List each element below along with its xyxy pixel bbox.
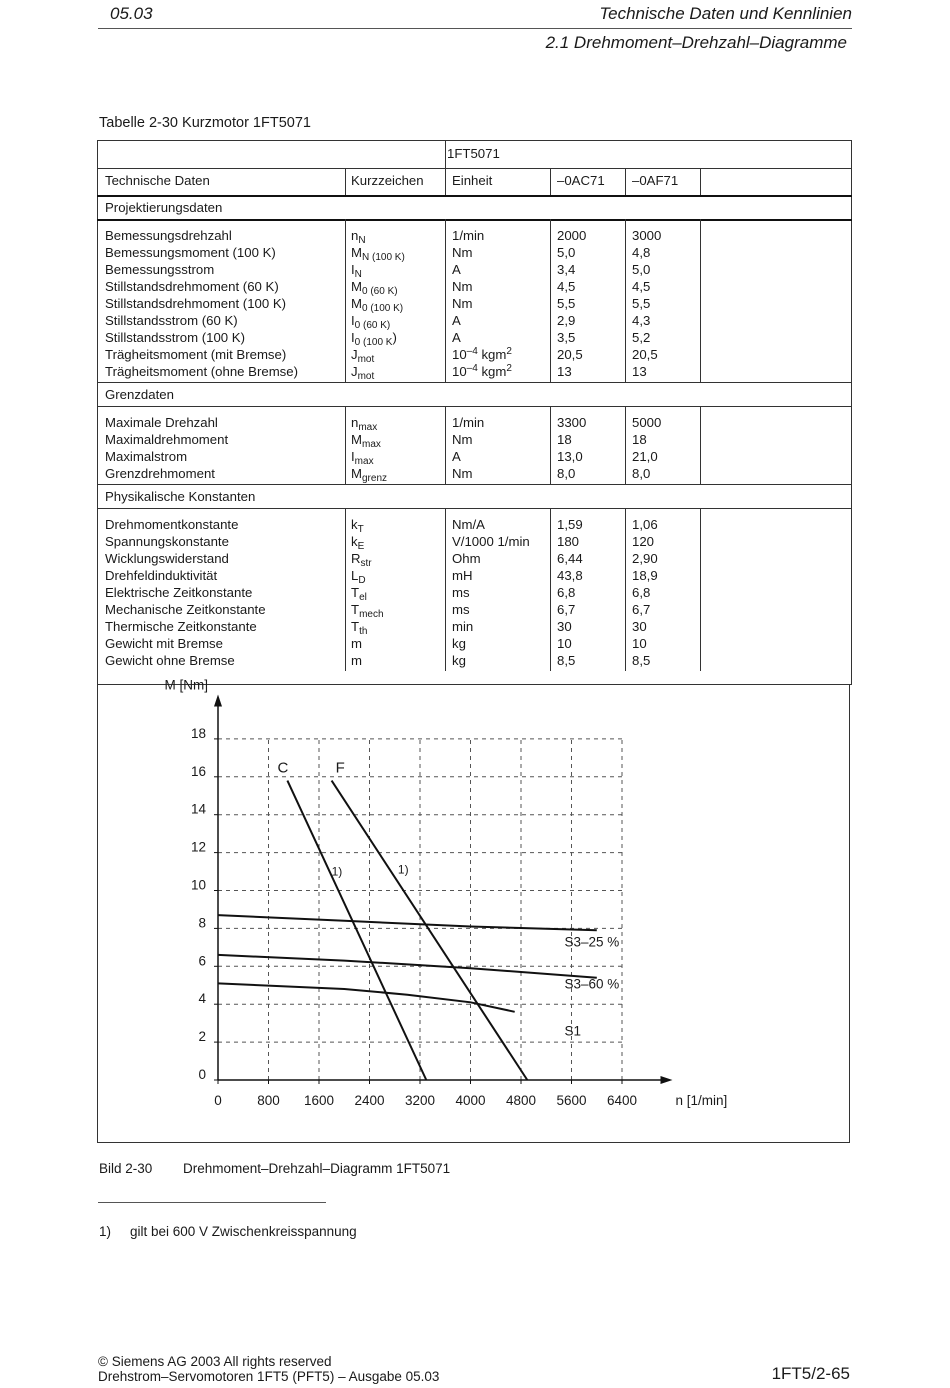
unit — [452, 465, 473, 482]
symbol-base: n — [351, 228, 359, 243]
x-axis-label: n [1/min] — [675, 1093, 728, 1108]
row-label: Drehmomentkonstante — [105, 517, 239, 532]
symbol — [351, 227, 366, 244]
x-tick-label: 6400 — [606, 1093, 638, 1108]
symbol — [351, 363, 374, 380]
unit — [452, 584, 470, 601]
unit — [452, 329, 461, 346]
row-label: Stillstandsdrehmoment (60 K) — [105, 279, 279, 294]
value-0AF71: 2,90 — [632, 551, 658, 566]
unit — [452, 312, 461, 329]
x-tick-label: 1600 — [303, 1093, 335, 1108]
unit — [452, 414, 484, 431]
figure-caption: Drehmoment–Drehzahl–Diagramm 1FT5071 — [183, 1161, 451, 1176]
row-label: Trägheitsmoment (ohne Bremse) — [105, 364, 299, 379]
page-number: 1FT5/2-65 — [771, 1364, 850, 1383]
table-column-rule — [625, 168, 626, 195]
row-label: Stillstandsstrom (100 K) — [105, 330, 245, 345]
row-label: Maximale Drehzahl — [105, 415, 218, 430]
symbol — [351, 567, 366, 584]
unit-part: A — [452, 313, 461, 328]
x-tick-label: 5600 — [556, 1093, 587, 1108]
symbol-base: T — [351, 602, 360, 617]
value-0AF71: 5000 — [632, 415, 662, 430]
y-tick-label: 12 — [190, 839, 206, 855]
symbol-base: I — [351, 313, 355, 328]
unit-part: ms — [452, 585, 470, 600]
y-tick-label: 8 — [198, 915, 206, 931]
unit — [452, 431, 473, 448]
figure-label: Bild 2-30 — [99, 1161, 153, 1176]
column-header: Kurzzeichen — [351, 173, 424, 188]
unit-part: 2 — [506, 346, 512, 357]
x-tick-label: 3200 — [404, 1093, 436, 1108]
footer-document: Drehstrom–Servomotoren 1FT5 (PFT5) – Ausgabe 05.03 — [98, 1369, 440, 1384]
value-0AC71: 5,0 — [557, 245, 576, 260]
value-0AC71: 2,9 — [557, 313, 576, 328]
header-rule — [98, 28, 852, 29]
value-0AF71: 20,5 — [632, 347, 658, 362]
symbol-base: I — [351, 262, 355, 277]
y-tick-label: 6 — [198, 953, 206, 969]
footnote-text: gilt bei 600 V Zwischenkreisspannung — [130, 1224, 357, 1239]
value-0AC71: 5,5 — [557, 296, 576, 311]
value-0AC71: 43,8 — [557, 568, 583, 583]
table-caption: Tabelle 2-30 Kurzmotor 1FT5071 — [99, 115, 311, 131]
y-tick-label: 16 — [190, 763, 206, 779]
unit-part: –4 — [466, 363, 478, 374]
symbol-subscript: N — [354, 269, 362, 280]
row-label: Stillstandsstrom (60 K) — [105, 313, 238, 328]
table-column-rule — [625, 508, 626, 671]
table-column-rule — [345, 508, 346, 671]
symbol-subscript: str — [360, 558, 372, 569]
symbol-base: m — [351, 636, 362, 651]
unit-part: 1/min — [452, 415, 485, 430]
footer-copyright: © Siemens AG 2003 All rights reserved — [98, 1354, 332, 1369]
symbol — [351, 533, 364, 550]
symbol — [351, 278, 398, 295]
unit-part: kgm — [477, 364, 507, 379]
value-0AF71: 5,5 — [632, 296, 651, 311]
x-tick-label: 0 — [214, 1093, 222, 1108]
value-0AF71: 18,9 — [632, 568, 658, 583]
unit-part: mH — [452, 568, 473, 583]
x-tick-label: 4800 — [505, 1093, 537, 1108]
row-label: Trägheitsmoment (mit Bremse) — [105, 347, 287, 362]
table-rule — [97, 484, 852, 485]
symbol-subscript: max — [358, 422, 378, 433]
value-0AF71: 4,5 — [632, 279, 651, 294]
value-0AC71: 180 — [557, 534, 580, 549]
symbol-base: T — [351, 619, 360, 634]
unit-part: 10 — [452, 347, 467, 362]
value-0AF71: 5,0 — [632, 262, 651, 277]
unit — [452, 635, 466, 652]
table-column-rule — [700, 508, 701, 671]
symbol-base: M — [351, 296, 362, 311]
table-column-rule — [700, 406, 701, 484]
value-0AC71: 13,0 — [557, 449, 583, 464]
table-column-rule — [550, 406, 551, 484]
symbol — [351, 312, 390, 329]
value-0AC71: 18 — [557, 432, 572, 447]
table-rule — [97, 406, 852, 407]
symbol-base: m — [351, 653, 362, 668]
unit-part: ms — [452, 602, 470, 617]
symbol — [351, 431, 381, 448]
symbol — [351, 601, 384, 618]
table-column-rule — [445, 219, 446, 382]
product-header: 1FT5071 — [447, 146, 500, 161]
symbol-subscript: max — [362, 439, 381, 450]
unit-part: Nm — [452, 432, 473, 447]
value-0AC71: 3300 — [557, 415, 587, 430]
table-column-rule — [345, 219, 346, 382]
table-column-rule — [445, 406, 446, 484]
x-axis-arrow — [661, 1076, 673, 1084]
value-0AF71: 6,7 — [632, 602, 651, 617]
unit — [452, 516, 485, 533]
symbol-subscript: mot — [357, 354, 375, 365]
symbol-subscript: D — [358, 575, 366, 586]
row-label: Gewicht ohne Bremse — [105, 653, 235, 668]
unit — [452, 601, 470, 618]
value-0AF71: 6,8 — [632, 585, 651, 600]
value-0AC71: 13 — [557, 364, 572, 379]
y-tick-label: 14 — [190, 801, 206, 817]
unit-part: Nm — [452, 466, 473, 481]
unit-part: Nm — [452, 245, 473, 260]
unit — [452, 652, 466, 669]
value-0AC71: 3,4 — [557, 262, 576, 277]
symbol — [351, 244, 405, 261]
symbol-base: I — [351, 449, 355, 464]
symbol-base: k — [351, 534, 358, 549]
symbol — [351, 550, 372, 567]
symbol-subscript: 0 (60 K) — [362, 286, 398, 297]
unit-part: Nm/A — [452, 517, 485, 532]
unit-part: A — [452, 449, 461, 464]
value-0AC71: 8,0 — [557, 466, 576, 481]
symbol-subscript: max — [354, 456, 374, 467]
value-0AF71: 3000 — [632, 228, 662, 243]
value-0AF71: 13 — [632, 364, 647, 379]
unit — [452, 244, 473, 261]
x-tick-label: 4000 — [455, 1093, 486, 1108]
column-header: Technische Daten — [105, 173, 210, 188]
symbol — [351, 448, 374, 465]
value-0AF71: 120 — [632, 534, 655, 549]
unit — [452, 278, 473, 295]
symbol-base: L — [351, 568, 359, 583]
table-column-rule — [550, 219, 551, 382]
table-column-rule — [550, 508, 551, 671]
row-label: Elektrische Zeitkonstante — [105, 585, 253, 600]
unit — [452, 567, 473, 584]
table-column-rule — [550, 168, 551, 195]
row-label: Thermische Zeitkonstante — [105, 619, 257, 634]
table-column-rule — [625, 406, 626, 484]
unit-part: kg — [452, 653, 466, 668]
row-label: Drehfeldinduktivität — [105, 568, 218, 583]
y-tick-label: 18 — [190, 725, 206, 741]
table-rule — [97, 168, 852, 169]
column-header: –0AF71 — [632, 173, 679, 188]
series-line — [332, 781, 528, 1080]
symbol-base: J — [351, 364, 358, 379]
table-column-rule — [700, 168, 701, 195]
symbol-base: M — [351, 279, 362, 294]
value-0AF71: 18 — [632, 432, 647, 447]
group-title: Projektierungsdaten — [105, 200, 223, 215]
unit-part: Ohm — [452, 551, 481, 566]
series-line — [287, 781, 426, 1080]
unit-part: –4 — [466, 346, 478, 357]
unit — [452, 533, 530, 550]
symbol-base: n — [351, 415, 359, 430]
symbol — [351, 618, 367, 635]
column-header: Einheit — [452, 173, 493, 188]
row-label: Wicklungswiderstand — [105, 551, 229, 566]
table-column-rule — [345, 406, 346, 484]
value-0AF71: 5,2 — [632, 330, 651, 345]
symbol — [351, 346, 374, 363]
value-0AC71: 6,44 — [557, 551, 583, 566]
y-tick-label: 4 — [198, 991, 206, 1007]
series-label-S1: S1 — [564, 1023, 582, 1039]
x-tick-label: 800 — [257, 1093, 280, 1108]
y-tick-label: 0 — [198, 1067, 206, 1082]
y-tick-label: 2 — [198, 1029, 206, 1045]
symbol-tail: ) — [392, 330, 397, 345]
row-label: Spannungskonstante — [105, 534, 229, 549]
unit-part: kgm — [477, 347, 507, 362]
unit-part: Nm — [452, 296, 473, 311]
symbol-base: M — [351, 432, 362, 447]
value-0AF71: 1,06 — [632, 517, 658, 532]
unit-part: Nm — [452, 279, 473, 294]
y-axis-label: M [Nm] — [164, 677, 208, 693]
symbol-base: k — [351, 517, 358, 532]
symbol — [351, 465, 387, 482]
table-rule — [97, 382, 852, 383]
row-label: Maximaldrehmoment — [105, 432, 229, 447]
value-0AF71: 4,3 — [632, 313, 651, 328]
symbol-subscript: mot — [357, 371, 375, 382]
value-0AC71: 10 — [557, 636, 572, 651]
table-column-rule — [700, 219, 701, 382]
symbol-subscript: el — [359, 592, 367, 603]
table-column-rule — [345, 168, 346, 195]
unit-part: V/1000 1/min — [452, 534, 530, 549]
row-label: Bemessungsstrom — [105, 262, 215, 277]
unit-part: A — [452, 330, 461, 345]
footnote-marker: 1) — [397, 862, 409, 877]
value-0AF71: 4,8 — [632, 245, 651, 260]
row-label: Mechanische Zeitkonstante — [105, 602, 266, 617]
unit-part: A — [452, 262, 461, 277]
unit — [452, 448, 461, 465]
symbol — [351, 635, 362, 652]
symbol-subscript: E — [357, 541, 365, 552]
y-axis-arrow — [214, 694, 222, 706]
unit-part: 2 — [506, 363, 512, 374]
symbol-subscript: 0 (60 K) — [354, 320, 391, 331]
symbol-base: J — [351, 347, 358, 362]
group-title: Physikalische Konstanten — [105, 489, 256, 504]
table-column-rule — [625, 219, 626, 382]
symbol — [351, 329, 397, 346]
unit-part: min — [452, 619, 474, 634]
unit-part: kg — [452, 636, 466, 651]
footnote-marker: 1) — [331, 864, 343, 879]
symbol — [351, 516, 364, 533]
symbol-subscript: N — [358, 235, 366, 246]
value-0AF71: 30 — [632, 619, 647, 634]
table-column-rule — [445, 508, 446, 671]
value-0AF71: 8,0 — [632, 466, 651, 481]
footnote-rule — [98, 1202, 326, 1203]
symbol-base: M — [351, 245, 362, 260]
row-label: Maximalstrom — [105, 449, 188, 464]
value-0AF71: 10 — [632, 636, 647, 651]
header-chapter: Technische Daten und Kennlinien — [599, 4, 852, 23]
symbol-subscript: grenz — [362, 473, 388, 484]
unit — [452, 363, 512, 380]
symbol-base: I — [351, 330, 355, 345]
symbol-subscript: 0 (100 K) — [362, 303, 404, 314]
row-label: Bemessungsdrehzahl — [105, 228, 232, 243]
row-label: Bemessungsmoment (100 K) — [105, 245, 276, 260]
header-section: 2.1 Drehmoment–Drehzahl–Diagramme — [545, 33, 847, 52]
unit — [452, 227, 484, 244]
symbol — [351, 652, 362, 669]
value-0AC71: 6,8 — [557, 585, 576, 600]
symbol — [351, 584, 367, 601]
symbol-subscript: th — [359, 626, 368, 637]
table-column-rule — [445, 140, 446, 195]
value-0AC71: 6,7 — [557, 602, 576, 617]
series-label-C: C — [277, 759, 289, 777]
row-label: Stillstandsdrehmoment (100 K) — [105, 296, 287, 311]
torque-speed-chart — [97, 677, 850, 1143]
value-0AC71: 30 — [557, 619, 572, 634]
symbol — [351, 295, 403, 312]
value-0AC71: 3,5 — [557, 330, 576, 345]
value-0AC71: 20,5 — [557, 347, 583, 362]
unit — [452, 550, 481, 567]
column-header: –0AC71 — [557, 173, 605, 188]
unit — [452, 295, 473, 312]
header-date: 05.03 — [110, 4, 153, 23]
unit-part: 10 — [452, 364, 467, 379]
value-0AC71: 8,5 — [557, 653, 576, 668]
series-label-F: F — [335, 759, 345, 777]
unit — [452, 261, 461, 278]
symbol-subscript: N (100 K) — [362, 252, 405, 263]
row-label: Gewicht mit Bremse — [105, 636, 223, 651]
symbol — [351, 261, 362, 278]
table-rule — [97, 508, 852, 509]
symbol-subscript: 0 (100 K — [354, 337, 393, 348]
unit — [452, 618, 473, 635]
value-0AF71: 8,5 — [632, 653, 651, 668]
value-0AC71: 2000 — [557, 228, 587, 243]
x-tick-label: 2400 — [354, 1093, 385, 1108]
value-0AF71: 21,0 — [632, 449, 658, 464]
symbol-subscript: T — [357, 524, 364, 535]
series-label-S3-25: S3–25 % — [564, 934, 620, 950]
series-label-S3-60: S3–60 % — [564, 976, 620, 992]
symbol-base: M — [351, 466, 362, 481]
unit-part: 1/min — [452, 228, 485, 243]
group-title: Grenzdaten — [105, 387, 174, 402]
unit — [452, 346, 512, 363]
y-tick-label: 10 — [190, 877, 206, 893]
symbol-subscript: mech — [359, 609, 384, 620]
footnote-number: 1) — [99, 1224, 112, 1239]
symbol-base: R — [351, 551, 361, 566]
table-rule — [97, 195, 852, 197]
value-0AC71: 1,59 — [557, 517, 583, 532]
table-rule — [97, 219, 852, 221]
symbol — [351, 414, 377, 431]
symbol-base: T — [351, 585, 360, 600]
value-0AC71: 4,5 — [557, 279, 576, 294]
row-label: Grenzdrehmoment — [105, 466, 215, 481]
